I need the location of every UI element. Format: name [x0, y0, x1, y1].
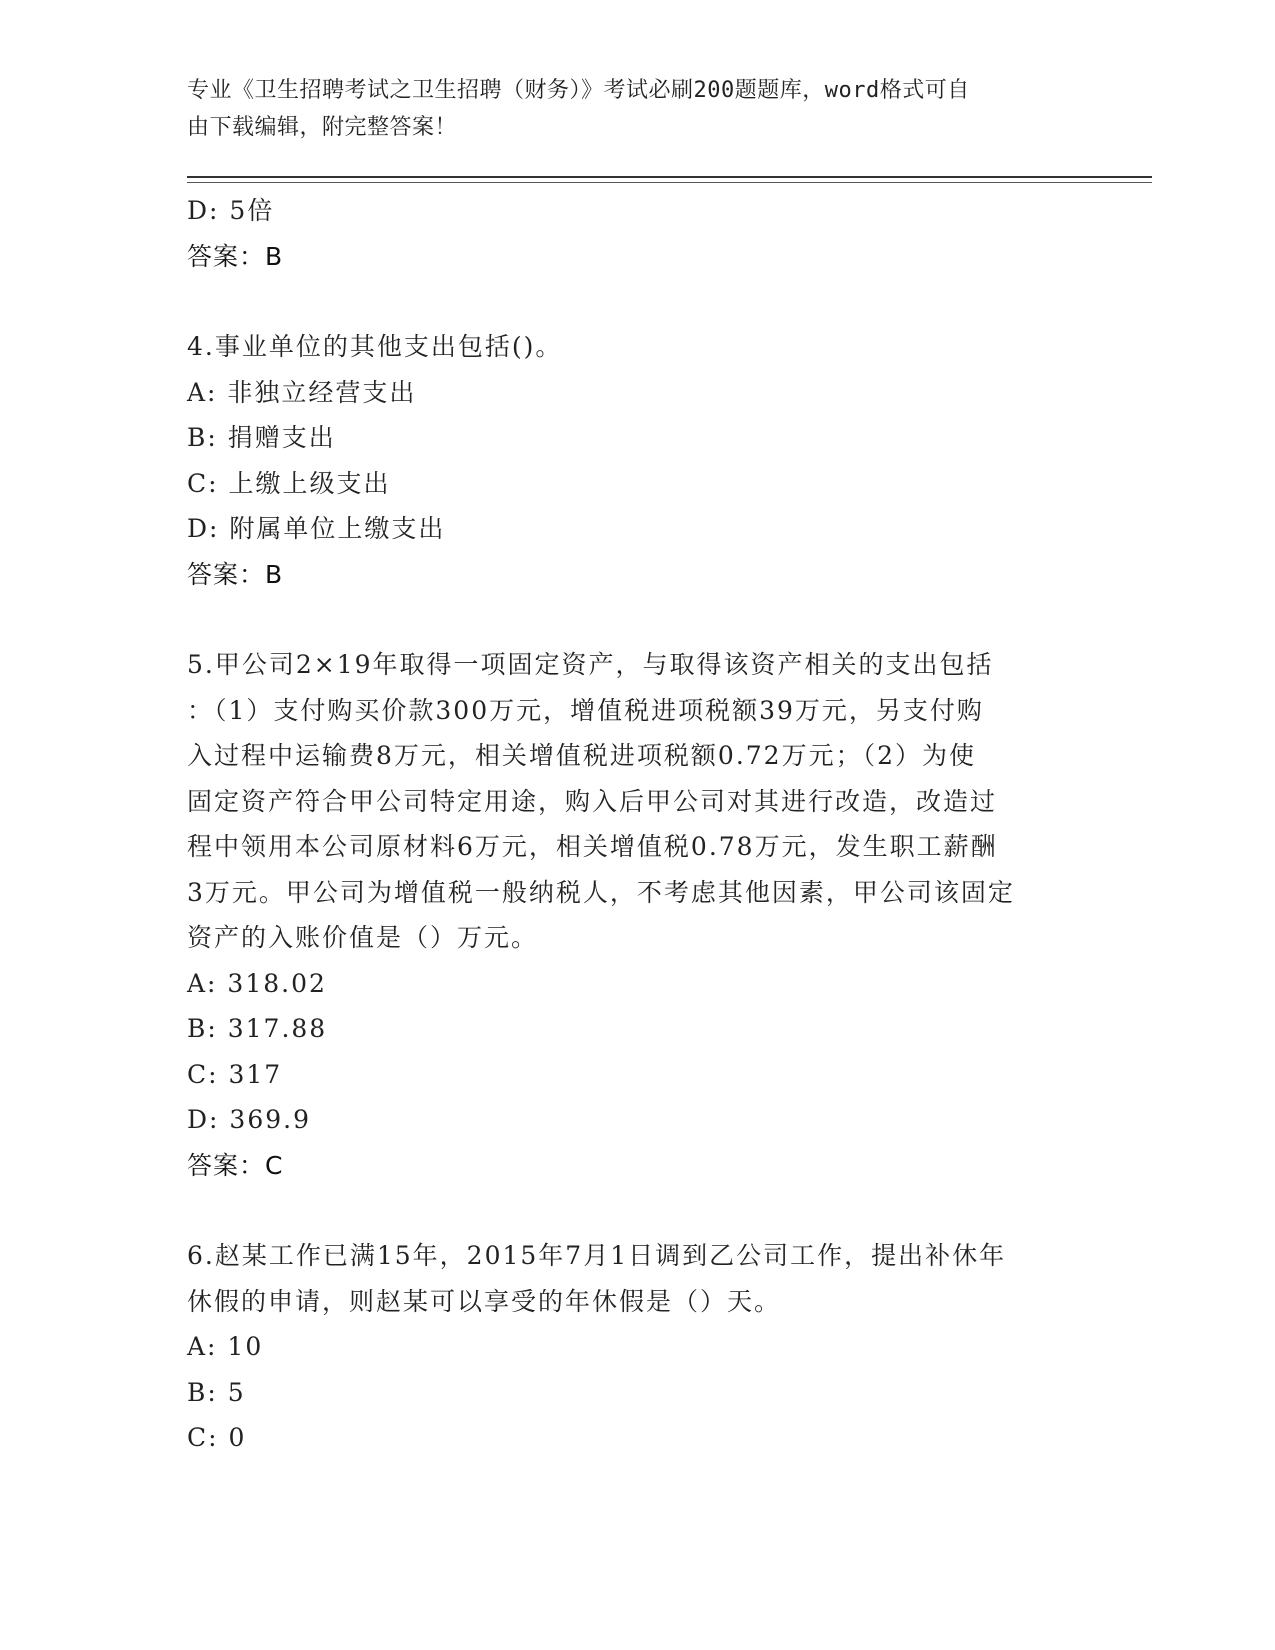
question-5-answer: 答案：C: [187, 1150, 284, 1180]
question-5-option-c: C: 317: [187, 1059, 283, 1089]
question-4: [187, 324, 1087, 597]
question-3-tail: [187, 188, 1087, 279]
question-5-stem-line-2: ：（1）支付购买价款300万元，增值税进项税额39万元，另支付购: [187, 695, 984, 725]
question-5: [187, 642, 1087, 1188]
question-5-stem-line-7: 资产的入账价值是（）万元。: [187, 923, 539, 952]
header-title-line-1: 专业《卫生招聘考试之卫生招聘（财务）》考试必刷200题题库，word格式可自: [187, 78, 970, 103]
question-4-option-b: B: 捐赠支出: [187, 423, 336, 452]
question-spacer: [187, 597, 1087, 642]
page-header: [187, 72, 1067, 146]
question-3-option-d: D: 5倍: [187, 196, 275, 225]
question-5-stem-line-4: 固定资产符合甲公司特定用途，购入后甲公司对其进行改造，改造过: [187, 786, 998, 816]
question-5-stem-line-5: 程中领用本公司原材料6万元，相关增值税0.78万元，发生职工薪酬: [187, 832, 998, 861]
question-spacer: [187, 1188, 1087, 1233]
question-5-stem-line-6: 3万元。甲公司为增值税一般纳税人，不考虑其他因素，甲公司该固定: [187, 877, 1015, 907]
question-5-stem-line-3: 入过程中运输费8万元，相关增值税进项税额0.72万元；（2）为使: [187, 741, 976, 770]
question-6-option-b: B: 5: [187, 1377, 246, 1407]
question-4-option-a: A: 非独立经营支出: [187, 377, 417, 407]
header-title-line-2: 由下载编辑，附完整答案！: [187, 115, 458, 140]
question-3-answer: 答案：B: [187, 241, 284, 271]
question-5-option-b: B: 317.88: [187, 1014, 328, 1043]
question-5-option-d: D: 369.9: [187, 1105, 311, 1134]
question-6-stem-line-2: 休假的申请，则赵某可以享受的年休假是（）天。: [187, 1286, 782, 1316]
question-content: [187, 188, 1087, 1461]
question-6-option-c: C: 0: [187, 1423, 247, 1452]
question-6-stem-line-1: 6.赵某工作已满15年，2015年7月1日调到乙公司工作，提出补休年: [187, 1241, 1007, 1270]
header-divider-thick: [187, 176, 1152, 178]
question-4-stem: 4.事业单位的其他支出包括()。: [187, 332, 563, 361]
question-4-answer: 答案：B: [187, 559, 284, 589]
question-4-option-d: D: 附属单位上缴支出: [187, 514, 446, 543]
header-divider-thin: [187, 182, 1152, 183]
question-spacer: [187, 279, 1087, 324]
question-5-option-a: A: 318.02: [187, 968, 327, 998]
question-5-stem-line-1: 5.甲公司2×19年取得一项固定资产，与取得该资产相关的支出包括: [187, 650, 994, 679]
question-4-option-c: C: 上缴上级支出: [187, 468, 391, 498]
question-6: [187, 1233, 1087, 1461]
question-6-option-a: A: 10: [187, 1332, 264, 1361]
